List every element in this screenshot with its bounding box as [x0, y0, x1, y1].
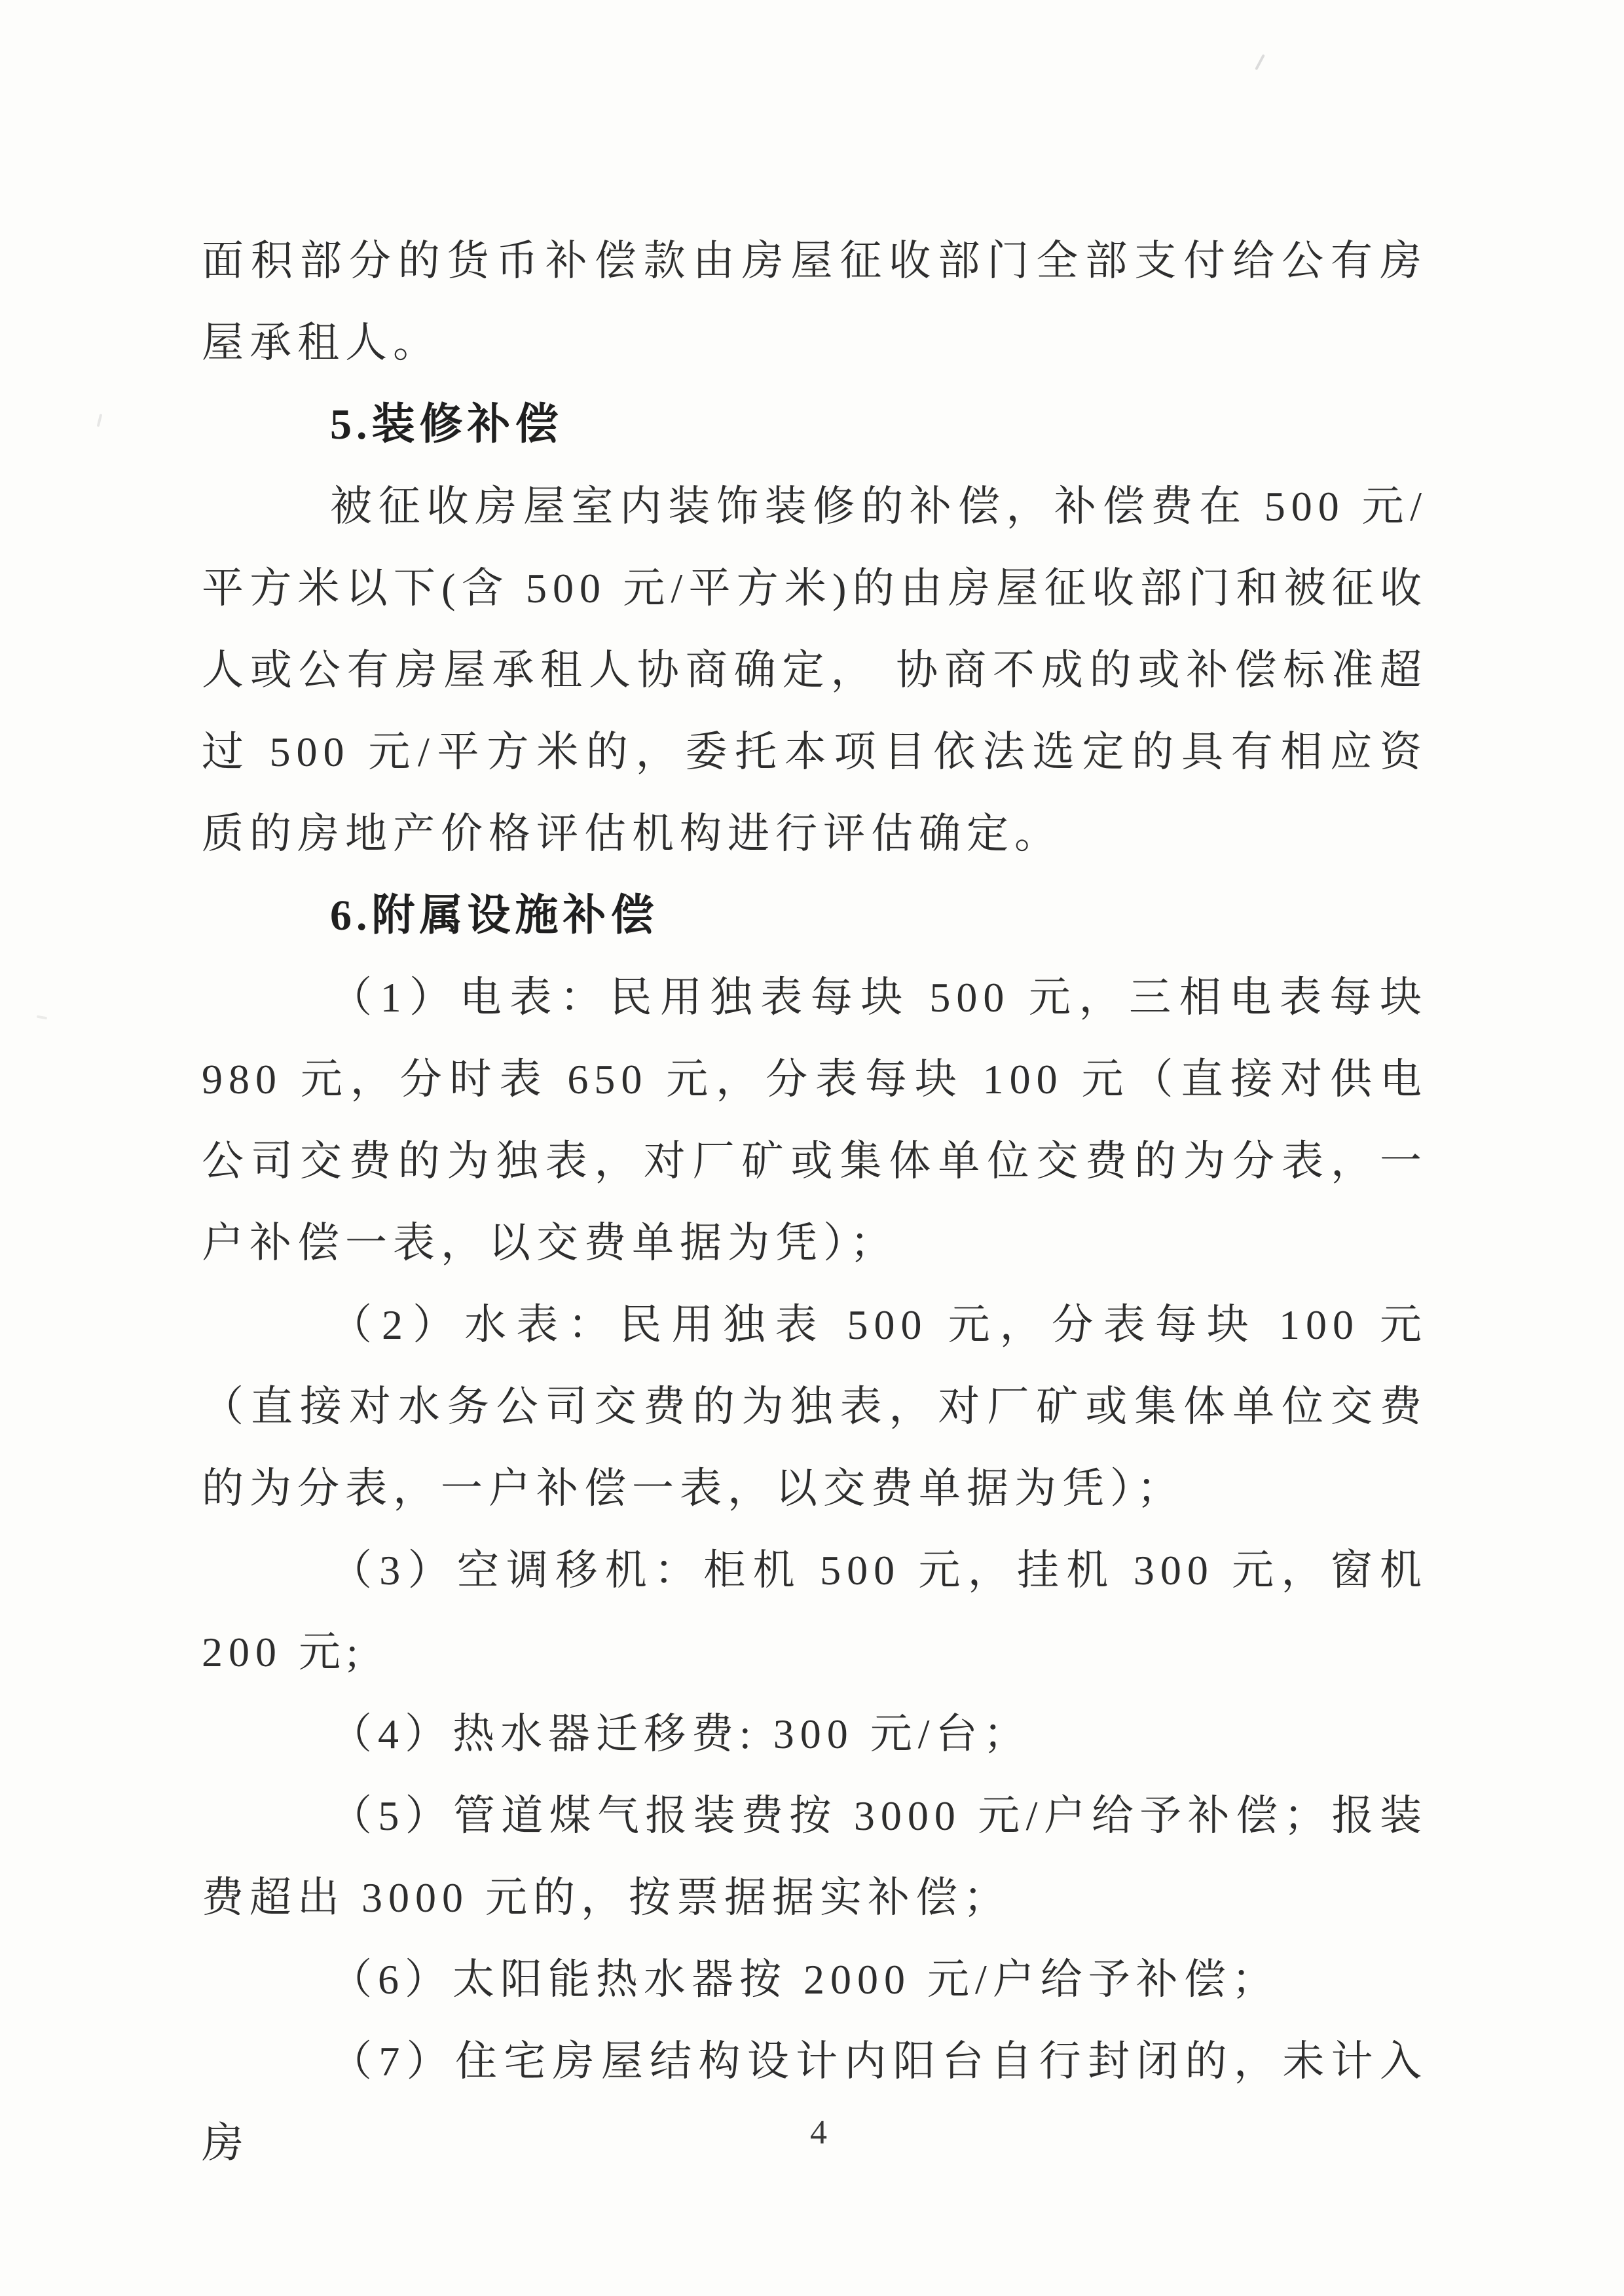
paragraph: （5）管道煤气报装费按 3000 元/户给予补偿；报装费超出 3000 元的，按票据据实补偿； [202, 1793, 1428, 1921]
paragraph: （6）太阳能热水器按 2000 元/户给予补偿； [330, 1956, 1280, 2003]
paragraph: （1）电表：民用独表每块 500 元，三相电表每块 980 元，分时表 650 元，分表每块 100 元（直接对供电公司交费的为独表，对厂矿或集体单位交费的为分表，一户补偿一表，以交费单据为凭）； [202, 974, 1428, 1266]
page-number: 4 [810, 2114, 827, 2151]
section-heading: 6.附属设施补偿 [330, 892, 659, 939]
paragraph: （2）水表：民用独表 500 元，分表每块 100 元（直接对水务公司交费的为独表，对厂矿或集体单位交费的为分表，一户补偿一表，以交费单据为凭）； [202, 1302, 1428, 1512]
paragraph: （3）空调移机：柜机 500 元，挂机 300 元，窗机 200 元; [202, 1547, 1428, 1675]
paragraph: 面积部分的货币补偿款由房屋征收部门全部支付给公有房屋承租人。 [202, 238, 1428, 366]
paragraph: （7）住宅房屋结构设计内阳台自行封闭的，未计入房 [202, 2038, 1428, 2166]
scan-artifact-mark [37, 1015, 47, 1020]
scan-artifact-mark [97, 414, 103, 427]
paragraph: 被征收房屋室内装饰装修的补偿，补偿费在 500 元/平方米以下(含 500 元/平方米)的由房屋征收部门和被征收人或公有房屋承租人协商确定， 协商不成的或补偿标准超过 500 元/平方米的，委托本项目依法选定的具有相应资质的房地产价格评估机构进行评估确定。 [202, 483, 1428, 857]
section-heading: 5.装修补偿 [330, 401, 563, 448]
document-body [202, 220, 1428, 2184]
scan-artifact-mark [1255, 54, 1265, 71]
paragraph: （4）热水器迁移费: 300 元/台； [330, 1711, 1031, 1757]
